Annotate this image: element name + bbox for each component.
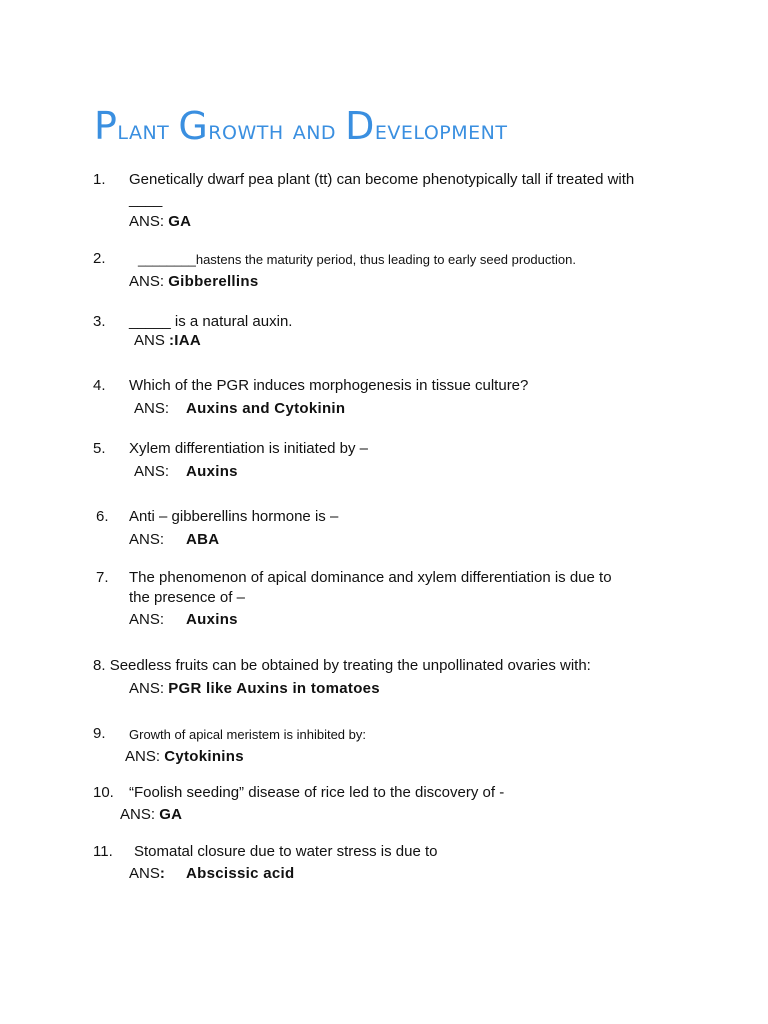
answer-label: ANS: [129,213,165,230]
answer-label-line [129,864,165,884]
page-title [94,104,507,148]
title-word: lant [117,115,179,146]
answer-line [129,679,380,699]
answer-value: Auxins [186,463,238,480]
question-number: 7. [96,569,109,586]
answer-value: PGR like Auxins in tomatoes [168,680,380,697]
answer-line [125,747,244,767]
question-text-continued: the presence of – [129,589,245,606]
question-number: 6. [96,508,109,525]
question-number: 10. [93,784,114,801]
answer-label: ANS: [129,273,165,290]
answer-label: ANS: [129,531,165,548]
answer-value: Cytokinins [164,748,244,765]
title-initial: G [178,104,209,148]
question-number: 8. [93,657,106,674]
title-initial: D [345,104,375,148]
question-number: 3. [93,313,106,330]
question-number: 11. [93,843,113,860]
answer-value: ABA [186,531,220,548]
question-body: Seedless fruits can be obtained by treating the unpollinated ovaries with: [109,657,591,674]
question-text: Growth of apical meristem is inhibited by: [129,727,366,742]
question-text: Which of the PGR induces morphogenesis in tissue culture? [129,377,529,394]
question-blank: ____ [129,191,163,208]
answer-value: GA [168,213,192,230]
question-number: 9. [93,725,106,742]
answer-label: ANS: [134,463,170,480]
question-text: Anti – gibberellins hormone is – [129,508,339,525]
answer-label: ANS: [129,611,165,628]
question-number: 2. [93,250,106,267]
title-word: evelopment [374,115,508,146]
answer-label: ANS: [120,806,156,823]
answer-value: Auxins and Cytokinin [186,400,346,417]
answer-colon: : [159,865,166,882]
question-number: 1. [93,171,106,188]
answer-value: Abscissic acid [186,865,295,882]
question-text: Genetically dwarf pea plant (tt) can become phenotypically tall if treated with [129,171,635,188]
answer-label: ANS: [125,748,161,765]
answer-value: Auxins [186,611,238,628]
answer-line [129,272,258,292]
question-number: 5. [93,440,106,457]
title-initial: P [94,104,118,148]
answer-value: :IAA [169,332,202,349]
title-word: rowth and [208,115,346,146]
question-text: “Foolish seeding” disease of rice led to the discovery of - [129,784,505,801]
question-text: ________hastens the maturity period, thus leading to early seed production. [138,252,576,267]
answer-value: GA [159,806,183,823]
question-text: Stomatal closure due to water stress is due to [134,843,438,860]
answer-value: Gibberellins [168,273,259,290]
question-text [93,656,591,676]
question-text: _____ is a natural auxin. [129,313,293,330]
answer-line [134,331,201,351]
answer-label: ANS: [134,400,170,417]
answer-line [120,805,182,825]
question-text: Xylem differentiation is initiated by – [129,440,369,457]
answer-label: ANS [129,865,160,882]
answer-line [129,212,191,232]
answer-label: ANS [134,332,165,349]
answer-label: ANS: [129,680,165,697]
question-text: The phenomenon of apical dominance and xylem differentiation is due to [129,569,612,586]
question-number: 4. [93,377,106,394]
